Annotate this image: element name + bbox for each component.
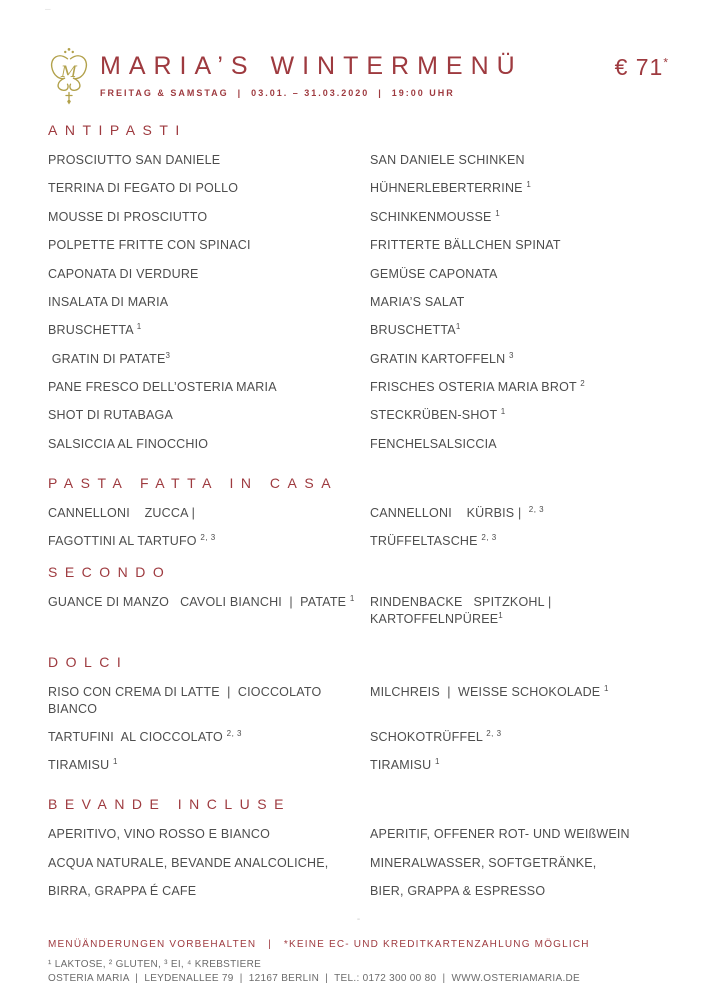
allergen-superscript: 2: [580, 378, 586, 388]
menu-row: [48, 729, 669, 746]
menu-item-right: BRUSCHETTA$^1$: [370, 322, 461, 338]
menu-row: [48, 684, 669, 718]
menu-row: [48, 351, 669, 368]
menu-item-right: SCHOKOTRÜFFEL $^{2, 3}$: [370, 728, 502, 744]
menu-item-right: BIER, GRAPPA & ESPRESSO: [370, 883, 546, 898]
menu-row: [48, 407, 669, 424]
allergen-superscript: 1: [113, 757, 118, 767]
menu-item-left: SHOT DI RUTABAGA: [48, 408, 173, 423]
menu-item-left: PANE FRESCO DELL’OSTERIA MARIA: [48, 380, 277, 394]
menu-item-left: PROSCIUTTO SAN DANIELE: [48, 153, 221, 167]
footer-allergen-key: ¹ LAKTOSE, ² GLUTEN, ³ EI, ⁴ KREBSTIERE: [48, 959, 262, 970]
menu-row: [48, 826, 669, 843]
menu-item-right: APERITIF, OFFENER ROT- UND WEIßWEIN: [370, 827, 630, 842]
menu-item-left: RISO CON CREMA DI LATTE | CIOCCOLATO BIANCO: [48, 684, 326, 716]
menu-item-right: FRISCHES OSTERIA MARIA BROT $^2$: [370, 378, 586, 394]
menu-row: [48, 209, 669, 226]
menu-item-right: SAN DANIELE SCHINKEN: [370, 153, 525, 167]
footer-disclaimer: MENÜÄNDERUNGEN VORBEHALTEN | *KEINE EC- UND KREDITKARTENZAHLUNG MÖGLICH: [48, 939, 590, 950]
menu-item-left: GRATIN DI PATATE$^3$: [48, 350, 171, 366]
svg-text:M: M: [60, 61, 78, 81]
menu-row: [48, 379, 669, 396]
allergen-superscript: 1: [435, 757, 440, 767]
menu-section-antipasti: [48, 122, 669, 453]
menu-row: [48, 180, 669, 197]
menu-item-right: GEMÜSE CAPONATA: [370, 266, 498, 281]
menu-item-left: POLPETTE FRITTE CON SPINACI: [48, 238, 251, 253]
menu-sections: [48, 122, 669, 900]
menu-row: [48, 294, 669, 311]
menu-item-left: BRUSCHETTA $^1$: [48, 322, 142, 338]
menu-section-pasta-fatta-in-casa: [48, 475, 669, 550]
section-title-bevande-incluse: BEVANDE INCLUSE: [48, 796, 291, 813]
menu-item-left: FAGOTTINI AL TARTUFO $^{2, 3}$: [48, 532, 216, 548]
section-title-dolci: DOLCI: [48, 653, 129, 670]
menu-item-left: BIRRA, GRAPPA É CAFE: [48, 883, 197, 898]
menu-item-left: TIRAMISU $^1$: [48, 757, 118, 773]
menu-row: [48, 505, 669, 522]
section-title-pasta-fatta-in-casa: PASTA FATTA IN CASA: [48, 474, 339, 491]
menu-item-right: CANNELLONI KÜRBIS | $^{2, 3}$: [370, 504, 545, 520]
maria-monogram-crest-icon: [46, 46, 92, 106]
allergen-superscript: 2, 3: [200, 532, 216, 542]
menu-row: [48, 757, 669, 774]
allergen-superscript: 3: [509, 350, 514, 360]
menu-row: [48, 237, 669, 254]
menu-schedule: FREITAG & SAMSTAG | 03.01. – 31.03.2020 | 19:00 UHR: [100, 88, 455, 98]
menu-row: [48, 594, 669, 628]
menu-item-right: FENCHELSALSICCIA: [370, 436, 497, 451]
allergen-superscript: 1: [136, 322, 142, 332]
menu-item-left: TERRINA DI FEGATO DI POLLO: [48, 181, 239, 196]
menu-item-right: HÜHNERLEBERTERRINE $^1$: [370, 180, 532, 196]
allergen-superscript: 1: [495, 208, 501, 218]
menu-item-right: SCHINKENMOUSSE $^1$: [370, 208, 501, 224]
menu-item-left: CAPONATA DI VERDURE: [48, 266, 199, 281]
menu-row: [48, 883, 669, 900]
menu-item-left: TARTUFINI AL CIOCCOLATO $^{2, 3}$: [48, 728, 242, 744]
menu-item-right: FRITTERTE BÄLLCHEN SPINAT: [370, 238, 561, 253]
top-edge-mark: –: [45, 4, 51, 15]
menu-item-right: GRATIN KARTOFFELN $^3$: [370, 350, 514, 366]
menu-price: [615, 54, 669, 81]
menu-item-right: MINERALWASSER, SOFTGETRÄNKE,: [370, 855, 597, 870]
allergen-superscript: 2, 3: [486, 728, 502, 738]
menu-section-dolci: [48, 654, 669, 775]
allergen-superscript: 1: [455, 322, 461, 332]
menu-row: [48, 322, 669, 339]
page-title: MARIA’S WINTERMENÜ: [100, 52, 523, 80]
allergen-superscript: 1: [604, 683, 609, 693]
section-title-secondo: SECONDO: [48, 563, 172, 580]
menu-item-right: MARIA’S SALAT: [370, 294, 465, 309]
allergen-superscript: 1: [349, 593, 355, 603]
price-asterisk: *: [663, 55, 669, 70]
footer-dash-mark: -: [356, 914, 361, 925]
menu-item-left: INSALATA DI MARIA: [48, 294, 169, 309]
allergen-superscript: 1: [500, 407, 506, 417]
section-title-antipasti: ANTIPASTI: [48, 122, 187, 138]
menu-item-left: SALSICCIA AL FINOCCHIO: [48, 436, 209, 451]
menu-section-secondo: [48, 564, 669, 628]
menu-item-right: STECKRÜBEN-SHOT $^1$: [370, 407, 506, 423]
menu-item-right: MILCHREIS | WEISSE SCHOKOLADE $^1$: [370, 683, 609, 699]
menu-section-bevande-incluse: [48, 796, 669, 900]
menu-row: [48, 533, 669, 550]
menu-item-left: APERITIVO, VINO ROSSO E BIANCO: [48, 827, 271, 842]
menu-item-right: RINDENBACKE SPITZKOHL | KARTOFFELNPÜREE$^1$: [370, 594, 552, 626]
menu-item-right: TIRAMISU $^1$: [370, 757, 440, 773]
menu-row: [48, 266, 669, 283]
menu-item-left: CANNELLONI ZUCCA |: [48, 505, 196, 520]
allergen-superscript: 3: [165, 350, 171, 360]
header: [48, 52, 669, 106]
allergen-superscript: 2, 3: [481, 532, 497, 542]
allergen-superscript: 2, 3: [528, 504, 545, 514]
price-amount: € 71: [614, 54, 664, 80]
allergen-superscript: 1: [526, 180, 532, 190]
footer: [48, 914, 669, 984]
menu-row: [48, 436, 669, 453]
menu-item-left: GUANCE DI MANZO CAVOLI BIANCHI | PATATE $^1$: [48, 593, 355, 609]
menu-row: [48, 855, 669, 872]
menu-item-left: MOUSSE DI PROSCIUTTO: [48, 209, 208, 224]
menu-item-left: ACQUA NATURALE, BEVANDE ANALCOLICHE,: [48, 855, 329, 870]
footer-address: OSTERIA MARIA | LEYDENALLEE 79 | 12167 BERLIN | TEL.: 0172 300 00 80 | WWW.OSTERIAMARIA.DE: [48, 973, 581, 984]
menu-item-right: TRÜFFELTASCHE $^{2, 3}$: [370, 532, 497, 548]
allergen-superscript: 2, 3: [226, 728, 242, 738]
allergen-superscript: 1: [498, 610, 504, 620]
header-text: [100, 52, 615, 98]
menu-row: [48, 152, 669, 169]
